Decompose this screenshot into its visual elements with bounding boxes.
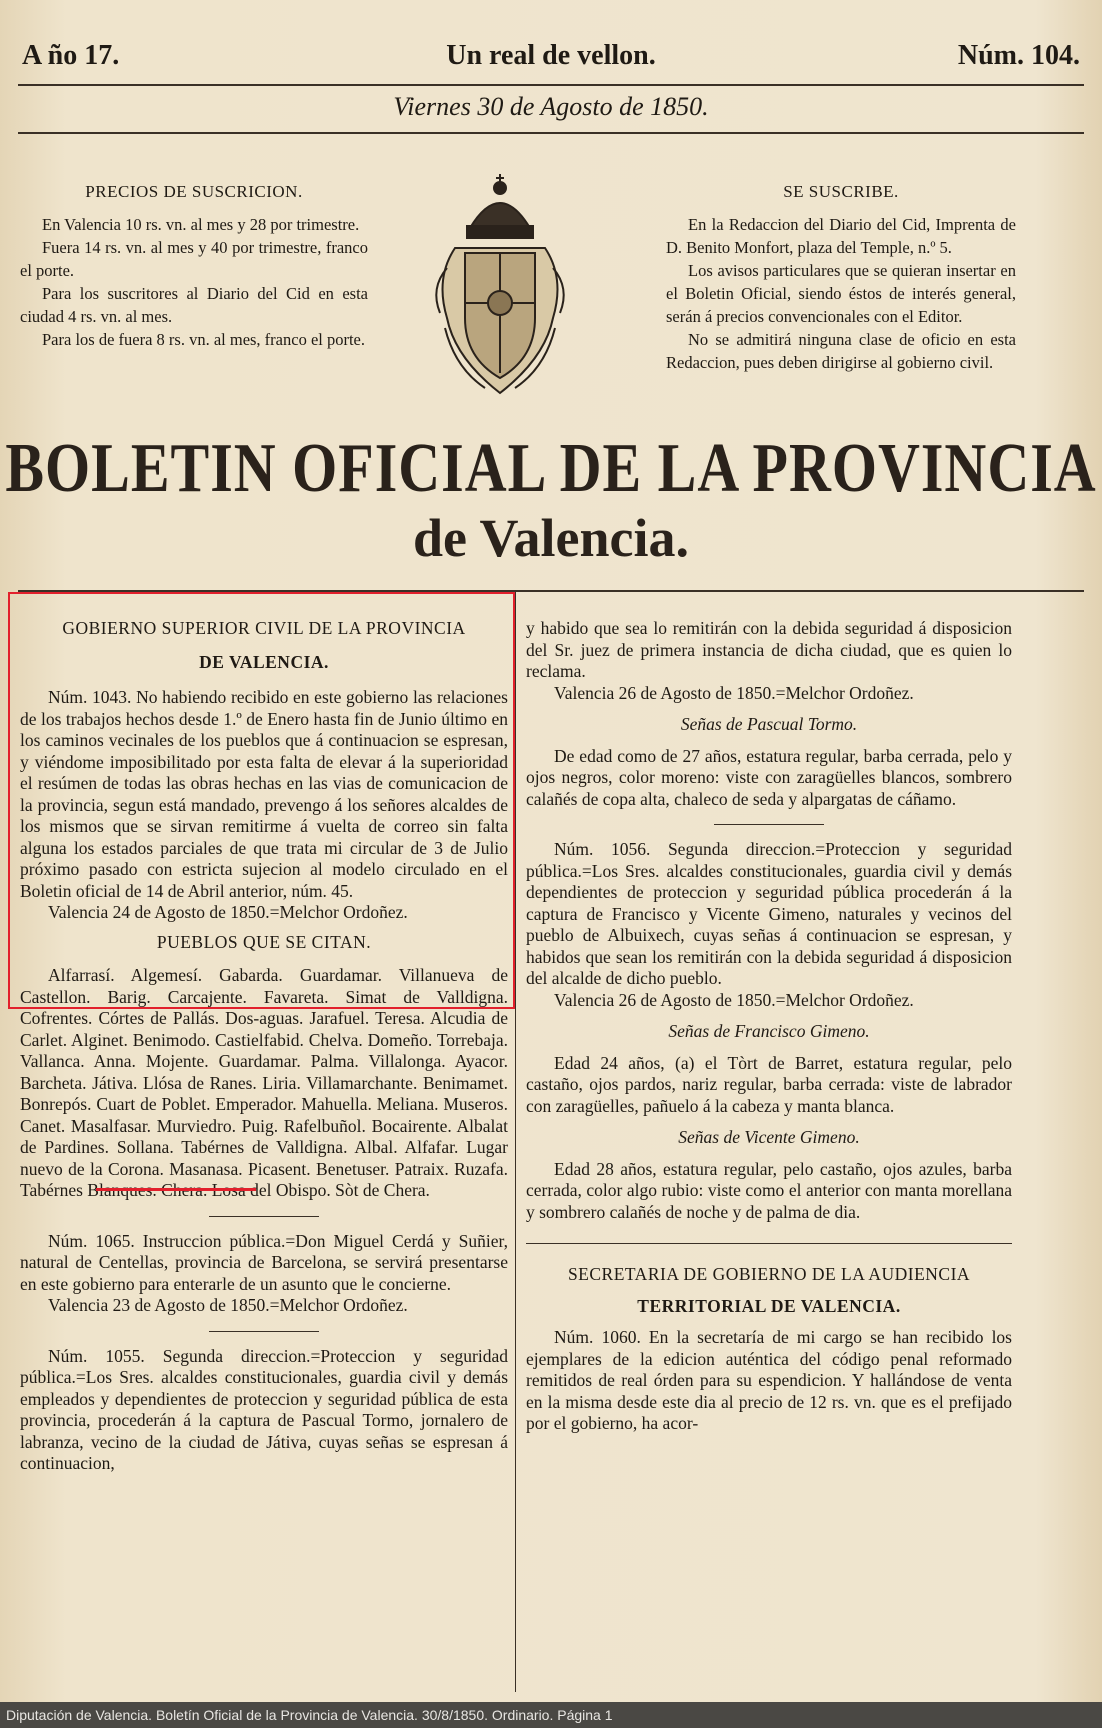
section-subtitle: DE VALENCIA. [199, 651, 329, 672]
subscription-place-heading: SE SUSCRIBE. [783, 182, 899, 201]
issue-date: Viernes 30 de Agosto de 1850. [393, 92, 709, 121]
subscription-line: En la Redaccion del Diario del Cid, Imprenta de D. Benito Monfort, plaza del Temple, n.º 5. [666, 215, 1016, 257]
issue-number: Núm. 104. [957, 40, 1080, 71]
footer-caption: Diputación de Valencia. Boletín Oficial de la Provincia de Valencia. 30/8/1850. Ordinario. Página 1 [0, 1702, 1102, 1728]
header-row [22, 40, 1080, 80]
masthead-title: BOLETIN OFICIAL DE LA PROVINCIA [5, 428, 1097, 507]
price-line: Para los de fuera 8 rs. vn. al mes, franco el porte. [42, 330, 366, 349]
price-label: Un real de vellon. [446, 40, 656, 71]
coat-of-arms-emblem [425, 168, 575, 403]
price-line: En Valencia 10 rs. vn. al mes y 28 por trimestre. [42, 215, 360, 234]
column-divider [515, 592, 516, 1692]
header-rule-top [18, 84, 1084, 86]
notice-continuation: y habido que sea lo remitirán con la debida seguridad á disposicion del Sr. juez de primera instancia de dicha ciudad, que es quien lo reclama. [526, 618, 1012, 681]
highlight-annotation-box [8, 592, 515, 1009]
notice-1056: Núm. 1056. Segunda direccion.=Proteccion y seguridad pública.=Los Sres. alcaldes constitucionales, guardia civil y demás dependientes de proteccion y seguridad pública procederán á la captura de Francisco y Vicente Gimeno, naturales y vecinos del pueblo de Albuixech, cuyas señas á continuacion se espresan, y habidos que sean los remitirán con la debida seguridad á disposicion del alcalde de dicho pueblo. [526, 839, 1012, 988]
towns-title: PUEBLOS QUE SE CITAN. [156, 931, 372, 952]
masthead [0, 428, 1102, 568]
section-title: GOBIERNO SUPERIOR CIVIL DE LA PROVINCIA [62, 618, 466, 638]
section-subtitle: TERRITORIAL DE VALENCIA. [637, 1295, 901, 1316]
header-rule-bottom [18, 132, 1084, 134]
signature: Valencia 24 de Agosto de 1850.=Melchor Ordoñez. [48, 902, 408, 922]
masthead-subtitle: de Valencia. [412, 508, 690, 568]
underline-annotation [96, 1188, 256, 1191]
description-pascual: De edad como de 27 años, estatura regular, barba cerrada, pelo y ojos negros, color moreno: viste con zaragüelles blancos, sombrero calañés de copa alta, chaleco de seda y alpargatas de cáñamo. [526, 745, 1012, 809]
signature: Valencia 26 de Agosto de 1850.=Melchor Ordoñez. [554, 989, 914, 1010]
subscription-prices [20, 180, 368, 351]
description-heading: Señas de Pascual Tormo. [680, 714, 858, 734]
year-label: A ño 17. [22, 40, 120, 71]
notice-1065: Núm. 1065. Instruccion pública.=Don Miguel Cerdá y Suñier, natural de Centellas, provincia de Barcelona, se servirá presentarse en este gobierno para enterarle de un asunto que le concierne. [20, 1230, 508, 1294]
subscription-prices-heading: PRECIOS DE SUSCRICION. [85, 182, 303, 201]
right-column [526, 618, 1012, 1435]
subscription-place [666, 180, 1016, 374]
notice-1060: Núm. 1060. En la secretaría de mi cargo se han recibido los ejemplares de la edicion auténtica del código penal reformado remitidos de real órden para su espendicion. Y hallándose de venta en la misma desde este dia al precio de 12 rs. vn. que es el prefijado por el gobierno, ha acor- [526, 1327, 1012, 1433]
section-title: SECRETARIA DE GOBIERNO DE LA AUDIENCIA [567, 1264, 971, 1284]
price-line: Para los suscritores al Diario del Cid en esta ciudad 4 rs. vn. al mes. [20, 284, 368, 326]
towns-list: Alfarrasí. Algemesí. Gabarda. Guardamar. Villanueva de Castellon. Barig. Carcajente. Favareta. Simat de Valldigna. Cofrentes. Córtes de Pallás. Dos-aguas. Jarafuel. Teresa. Alcudia de Carlet. Alginet. Benimodo. Castielfabid. Chelva. Domeño. Torrebaja. Vallanca. Anna. Mojente. Guardamar. Palma. Villalonga. Ayacor. Barcheta. Játiva. Llósa de Ranes. Liria. Villamarchante. Benimamet. Bonrepós. Cuart de Poblet. Emperador. Mahuella. Meliana. Museros. Canet. Masalfasar. Murviedro. Puig. Rafelbuñol. Bocairente. Albalat de Pardines. Sollana. Tabérnes de Valldigna. Albal. Alfafar. Lugar nuevo de la Corona. Masanasa. Picasent. Benetuser. Patraix. Ruzafa. Tabérnes Blanques. Chera. Losa del Obispo. Sòt de Chera. [20, 965, 508, 1200]
description-vicente: Edad 28 años, estatura regular, pelo castaño, ojos azules, barba cerrada, color algo rubio: viste como el anterior con manta morellana y sombrero calañés de noche y de palma de dia. [526, 1158, 1012, 1222]
subscription-line: Los avisos particulares que se quieran insertar en el Boletin Oficial, siendo éstos de interés general, serán á precios convencionales con el Editor. [666, 261, 1016, 326]
price-line: Fuera 14 rs. vn. al mes y 40 por trimestre, franco el porte. [20, 238, 368, 280]
notice-1043: Núm. 1043. No habiendo recibido en este gobierno las relaciones de los trabajos hechos desde 1.º de Enero hasta fin de Junio último en los caminos vecinales de los pueblos que á continuacion se espresan, y viéndome imposibilitado por esta falta de elevar á la superioridad el resúmen de todas las obras hechas en las vias de comunicacion de la provincia, segun está mandado, prevengo á los señores alcaldes de los mismos que se sirvan remitirme á vuelta de correo sin falta alguna los estados parciales de que trata mi circular de 3 de Julio próximo pasado con estricta sujecion al modelo circulado en el Boletin oficial de 14 de Abril anterior, núm. 45. [20, 687, 508, 901]
subscription-line: No se admitirá ninguna clase de oficio en esta Redaccion, pues deben dirigirse al gobierno civil. [666, 330, 1016, 372]
description-heading: Señas de Francisco Gimeno. [668, 1021, 870, 1041]
description-francisco: Edad 24 años, (a) el Tòrt de Barret, estatura regular, pelo castaño, ojos pardos, nariz regular, barba cerrada: viste de labrador con zaragüelles, pañuelo á la cabeza y manta blanca. [526, 1052, 1012, 1116]
notice-1055: Núm. 1055. Segunda direccion.=Proteccion y seguridad pública.=Los Sres. alcaldes constitucionales, guardia civil y demás empleados y dependientes de proteccion y seguridad pública de esta provincia, procederán á la captura de Pascual Tormo, jornalero de labranza, vecino de la ciudad de Játiva, cuyas señas se espresan á continuacion, [20, 1345, 508, 1473]
signature: Valencia 23 de Agosto de 1850.=Melchor Ordoñez. [48, 1295, 408, 1315]
description-heading: Señas de Vicente Gimeno. [678, 1127, 860, 1147]
signature: Valencia 26 de Agosto de 1850.=Melchor Ordoñez. [554, 682, 914, 703]
